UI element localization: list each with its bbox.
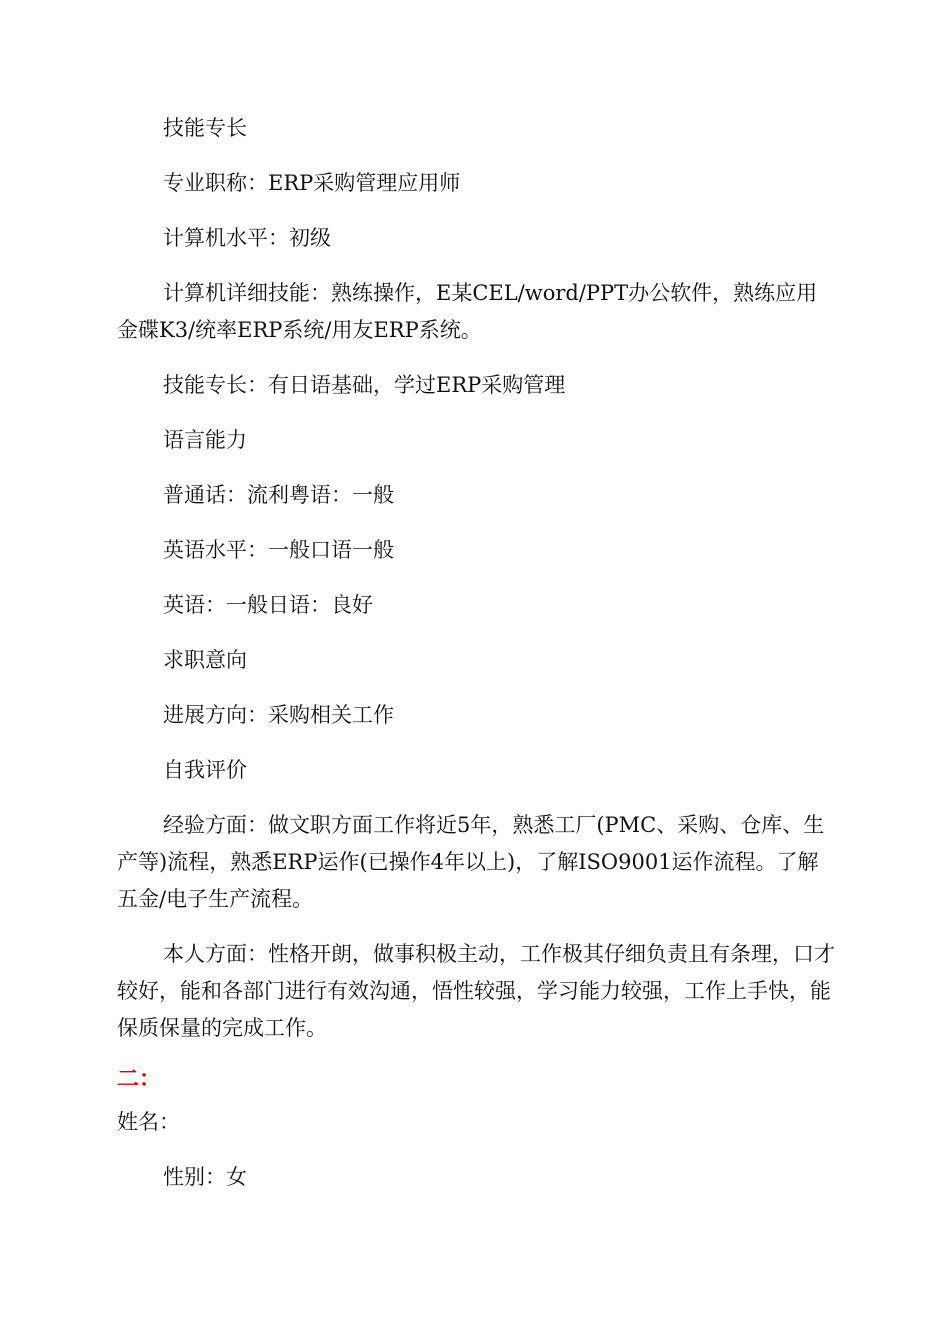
personal-paragraph: 本人方面：性格开朗，做事积极主动，工作极其仔细负责且有条理，口才较好，能和各部门进行有效沟通，悟性较强，学习能力较强，工作上手快，能保质保量的完成工作。 [117,942,835,1040]
mandarin-cantonese: 普通话：流利粤语：一般 [163,483,394,507]
name-line: 姓名： [117,1110,180,1134]
experience-paragraph: 经验方面：做文职方面工作将近5年，熟悉工厂(PMC、采购、仓库、生产等)流程，熟悉ERP运作(已操作4年以上)，了解ISO9001运作流程。了解五金/电子生产流程。 [117,813,825,911]
professional-title: 专业职称：ERP采购管理应用师 [163,171,461,195]
career-direction: 进展方向：采购相关工作 [163,703,394,727]
skills-specialty: 技能专长：有日语基础，学过ERP采购管理 [163,373,566,397]
heading-job-intention: 求职意向 [163,648,247,672]
heading-language: 语言能力 [163,428,247,452]
heading-skills: 技能专长 [163,116,247,140]
computer-level: 计算机水平：初级 [163,226,331,250]
heading-self-evaluation: 自我评价 [163,758,247,782]
english-level: 英语水平：一般口语一般 [163,538,394,562]
gender-line: 性别：女 [163,1165,247,1189]
english-japanese: 英语：一般日语：良好 [163,593,373,617]
computer-skills-detail: 计算机详细技能：熟练操作，E某CEL/word/PPT办公软件，熟练应用金碟K3/统率ERP系统/用友ERP系统。 [117,281,818,342]
document-body [117,110,837,1214]
section-two-marker: 二： [117,1067,162,1092]
